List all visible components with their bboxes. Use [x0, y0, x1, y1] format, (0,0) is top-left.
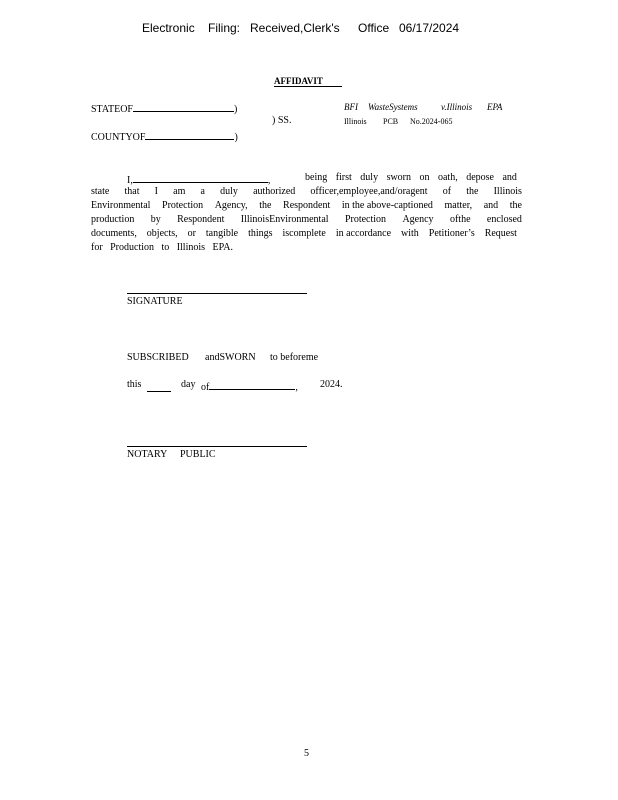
public-word: PUBLIC	[180, 449, 216, 460]
header-date: 06/17/2024	[399, 21, 460, 35]
body-word: Illinois	[493, 186, 522, 197]
body-word: tangible	[205, 228, 239, 239]
body-word: EPA.	[212, 242, 233, 253]
name-blank	[133, 172, 268, 183]
body-prefix-text: I,	[127, 175, 133, 186]
month-blank	[209, 379, 295, 390]
body-word: the	[509, 200, 522, 211]
body-word: things	[248, 228, 273, 239]
body-word: duly	[220, 186, 238, 197]
body-word: the	[259, 200, 272, 211]
notary-line	[127, 446, 307, 447]
body-word: for	[91, 242, 103, 253]
day-blank	[147, 381, 171, 392]
body-word: IllinoisEnvironmental	[240, 214, 329, 225]
body-row-1	[305, 171, 517, 185]
caption-docket-number: No.2024-065	[410, 117, 453, 126]
body-word: Agency	[402, 214, 434, 225]
body-word: Request	[484, 228, 517, 239]
this-word: this	[127, 379, 142, 390]
body-word: duly	[360, 172, 379, 183]
body-word: Agency,	[214, 200, 248, 211]
body-word: am	[173, 186, 186, 197]
state-blank	[133, 101, 234, 112]
header-received-clerks: Received,Clerk's	[250, 21, 340, 35]
body-word: ofthe	[449, 214, 471, 225]
to-before-me-word: to beforeme	[270, 352, 319, 363]
body-word: in accordance	[335, 228, 392, 239]
body-word: a	[200, 186, 205, 197]
caption-waste-systems: WasteSystems	[368, 102, 418, 112]
state-label: STATEOF	[91, 104, 133, 115]
body-word: documents,	[91, 228, 137, 239]
county-of-line: COUNTYOF )	[91, 129, 238, 143]
subscribed-word: SUBSCRIBED	[127, 352, 189, 363]
caption-v-illinois: v.Illinois	[441, 102, 473, 112]
body-word: iscomplete	[282, 228, 326, 239]
state-of-line: STATEOF )	[91, 101, 237, 115]
of-word: of	[201, 382, 210, 393]
body-word: or	[187, 228, 196, 239]
body-word: first	[335, 172, 352, 183]
body-word: state	[91, 186, 110, 197]
body-word: Illinois	[176, 242, 206, 253]
header-filing: Filing:	[208, 21, 241, 35]
body-word: of	[442, 186, 452, 197]
body-word: to	[161, 242, 170, 253]
of-line: of ,	[201, 379, 298, 393]
signature-line	[127, 293, 307, 294]
body-prefix: I, ,	[127, 172, 270, 186]
body-word: matter,	[444, 200, 473, 211]
body-paragraph	[91, 185, 522, 255]
county-blank	[145, 129, 234, 140]
body-word: Protection	[162, 200, 204, 211]
affidavit-title: AFFIDAVIT	[274, 76, 323, 86]
body-word: production	[91, 214, 135, 225]
page-number: 5	[304, 748, 309, 759]
signature-label: SIGNATURE	[127, 296, 183, 307]
body-word: and	[502, 172, 517, 183]
body-word: sworn	[386, 172, 412, 183]
day-word: day	[181, 379, 196, 390]
body-word: the	[466, 186, 479, 197]
caption-bfi: BFI	[344, 102, 358, 112]
body-word: officer,employee,and/oragent	[310, 186, 428, 197]
body-word: Respondent	[283, 200, 331, 211]
notary-word: NOTARY	[127, 449, 168, 460]
body-word: with	[401, 228, 419, 239]
body-word: being	[305, 172, 328, 183]
header-electronic: Electronic	[142, 21, 195, 35]
body-word: oath,	[437, 172, 458, 183]
body-word: enclosed	[486, 214, 522, 225]
county-label: COUNTYOF	[91, 132, 146, 143]
body-word: on	[419, 172, 430, 183]
body-word: authorized	[253, 186, 296, 197]
caption-illinois: Illinois	[344, 117, 367, 126]
body-word: I	[154, 186, 158, 197]
title-underline	[274, 86, 342, 87]
body-word: objects,	[146, 228, 178, 239]
year-text: 2024.	[320, 379, 343, 390]
body-word: Environmental	[91, 200, 151, 211]
day-blank-wrap	[147, 379, 171, 397]
body-word: by	[150, 214, 161, 225]
ss-label: ) SS.	[272, 115, 292, 126]
body-word: and	[483, 200, 499, 211]
and-sworn-word: andSWORN	[205, 352, 256, 363]
body-word: that	[124, 186, 140, 197]
body-word: Petitioner’s	[428, 228, 475, 239]
body-word: depose	[466, 172, 494, 183]
caption-pcb: PCB	[383, 117, 399, 126]
caption-epa: EPA	[487, 102, 503, 112]
body-word: Respondent	[177, 214, 225, 225]
body-word: Production	[110, 242, 155, 253]
header-office: Office	[358, 21, 390, 35]
body-word: Protection	[344, 214, 387, 225]
body-word: in the above-captioned	[341, 200, 433, 211]
